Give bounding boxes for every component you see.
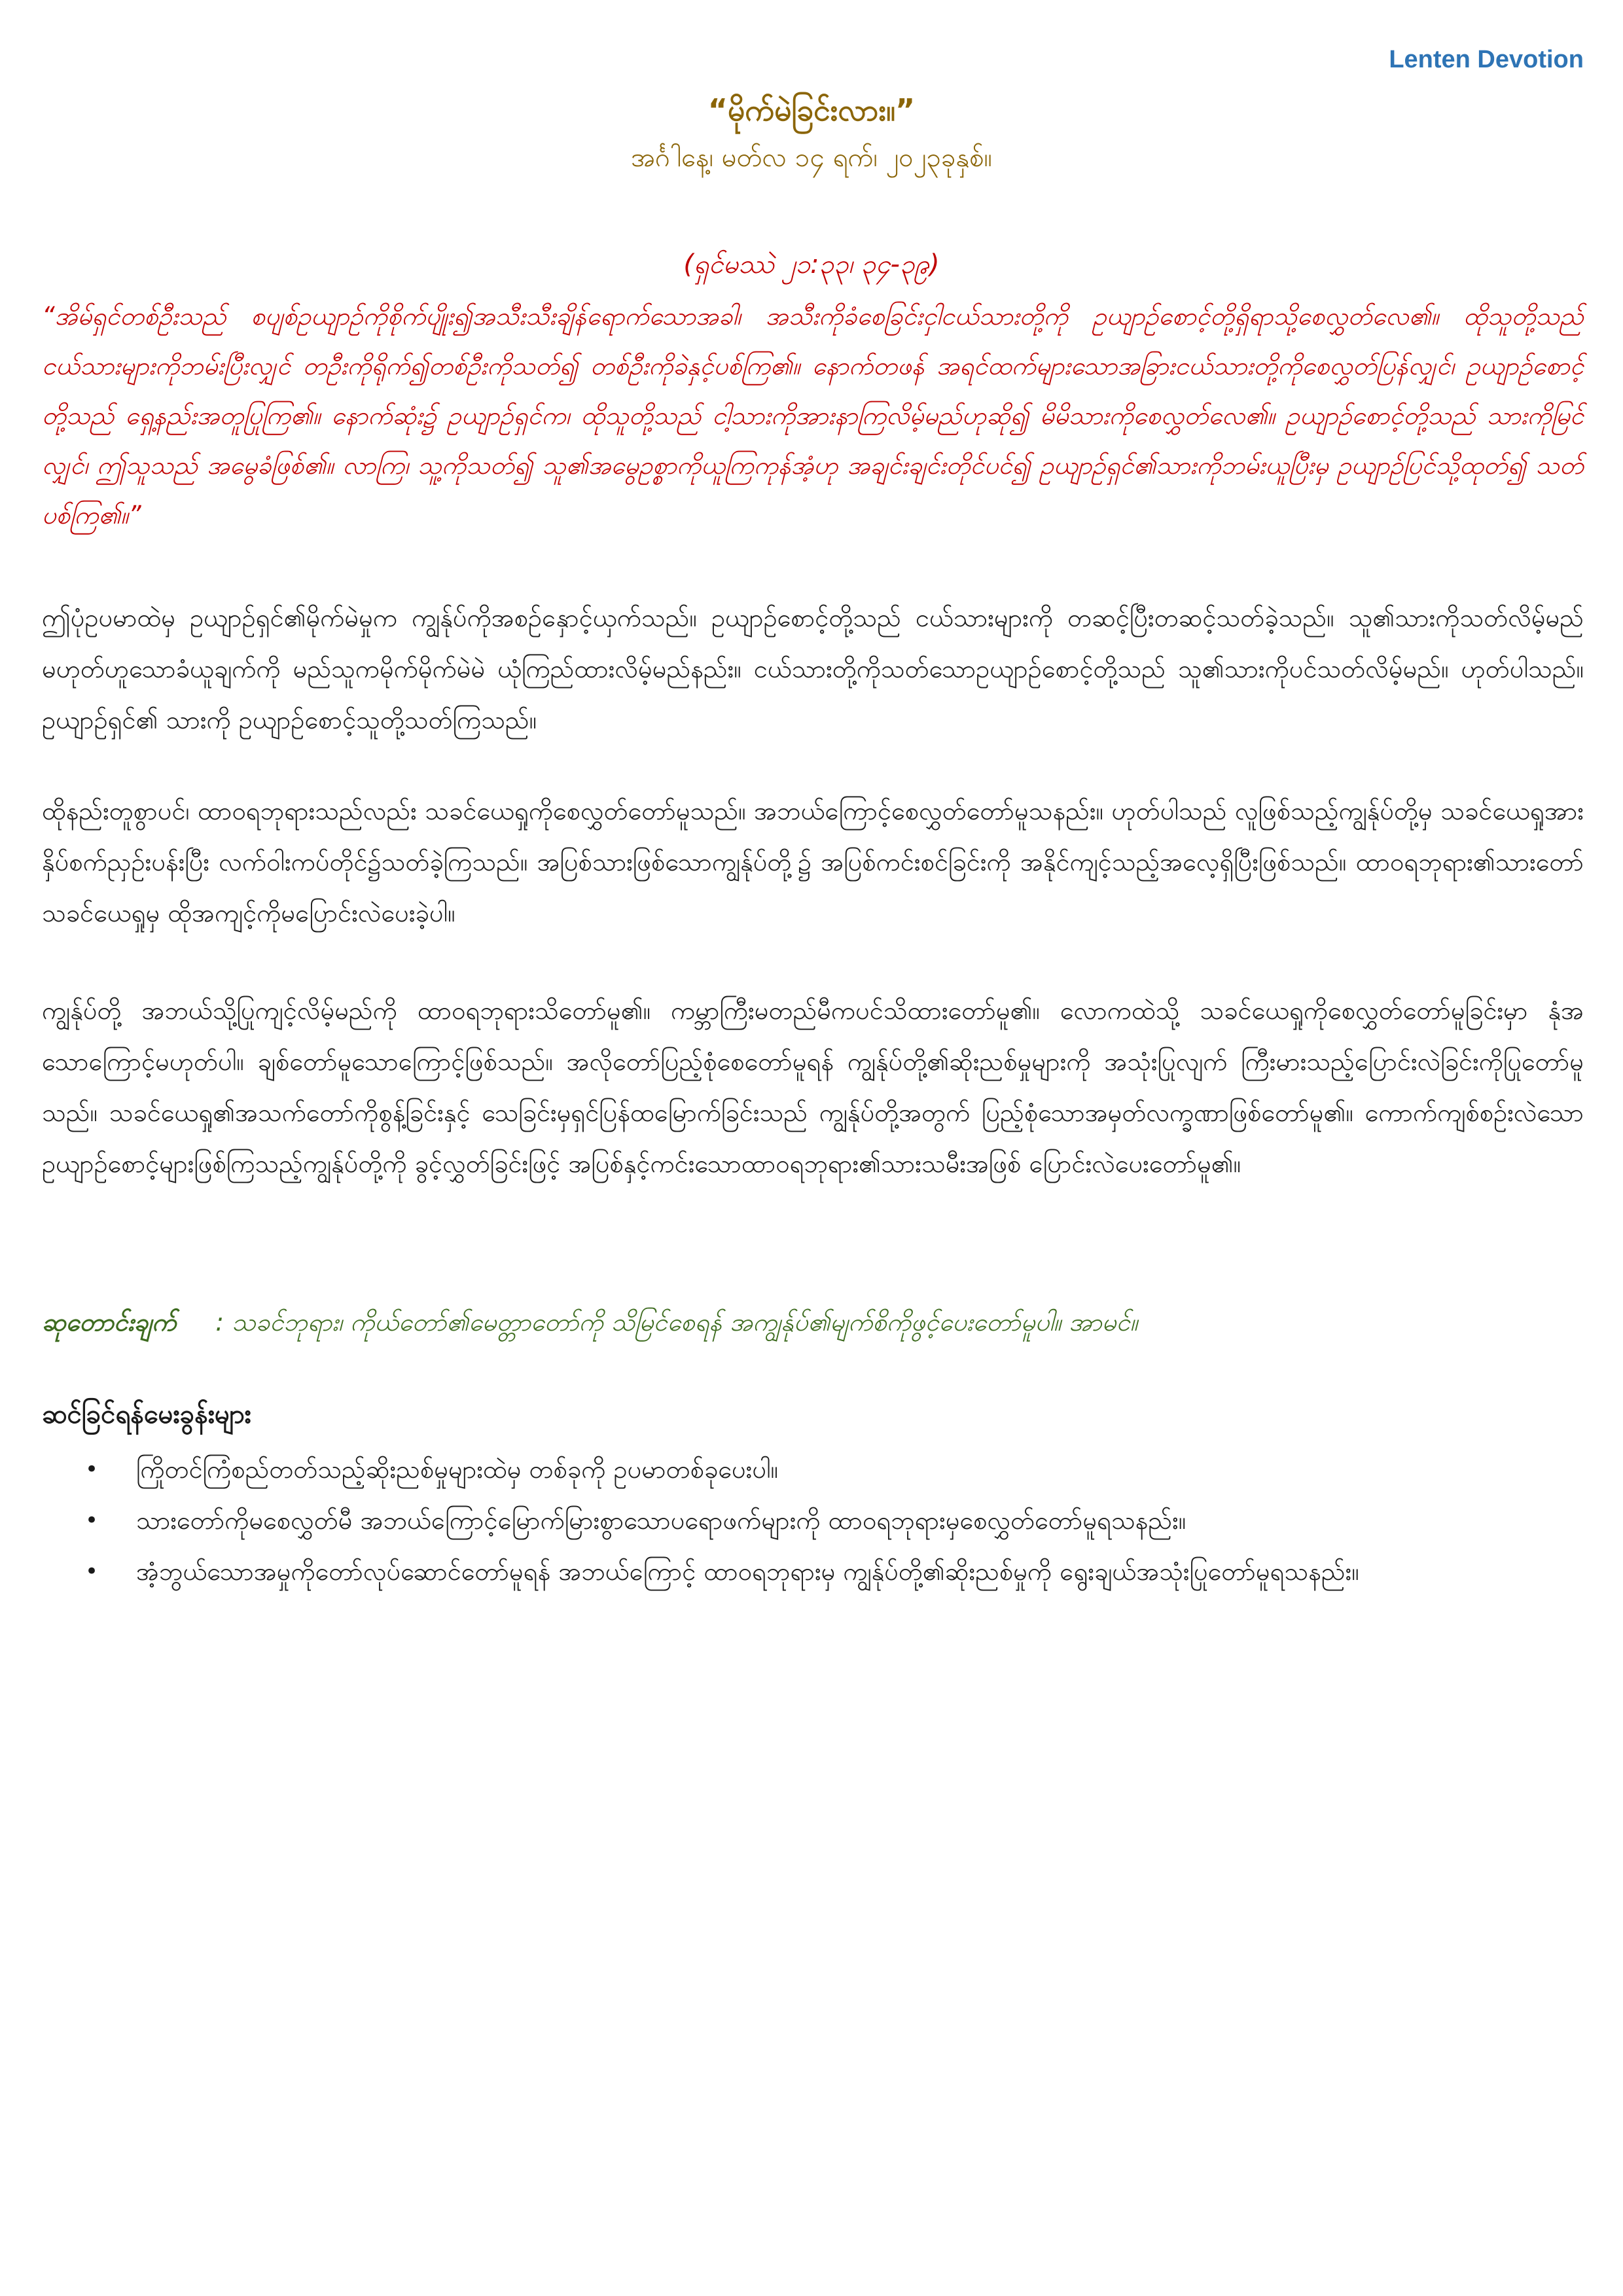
body-paragraph-1: ဤပုံဥပမာထဲမှ ဥယျာဉ်ရှင်၏မိုက်မဲမှုက ကျွန်ုပ်ကိုအစဉ်နှောင့်ယှက်သည်။ ဥယျာဉ်စောင့်တို့သည် ငယ်သားများကို တဆင့်ပြီးတဆင့်သတ်ခဲ့သည်။ သူ၏သားကိုသတ်လိမ့်မည်မဟုတ်ဟူသောခံယူချက်ကို မည်သူကမိုက်မိုက်မဲမဲ ယုံကြည်ထားလိမ့်မည်နည်း။ ငယ်သားတို့ကိုသတ်သောဥယျာဉ်စောင့်တို့သည် သူ၏သားကိုပင်သတ်လိမ့်မည်။ ဟုတ်ပါသည်။ ဥယျာဉ်ရှင်၏ သားကို ဥယျာဉ်စောင့်သူတို့သတ်ကြသည်။ (42, 603, 1584, 734)
scripture-reference: (ရှင်မဿဲ ၂၁:၃၃၊ ၃၄-၃၉) (683, 249, 940, 279)
question-text: ကြိုတင်ကြံစည်တတ်သည့်ဆိုးညစ်မှုများထဲမှ တစ်ခုကို ဥပမာတစ်ခုပေးပါ။ (136, 1455, 779, 1484)
prayer-text: သခင်ဘုရား၊ ကိုယ်တော်၏မေတ္တာတော်ကို သိမြင်စေရန် အကျွန်ုပ်၏မျက်စိကိုဖွင့်ပေးတော်မူပါ။ အာမင်။ (232, 1308, 1138, 1336)
question-text: အံ့ဘွယ်သောအမှုကိုတော်လုပ်ဆောင်တော်မူရန် အဘယ်ကြောင့် ထာဝရဘုရားမှ ကျွန်ုပ်တို့၏ဆိုးညစ်မှုကို ရွေးချယ်အသုံးပြုတော်မူရသနည်း။ (136, 1557, 1359, 1586)
list-item (85, 1498, 1584, 1543)
prayer-label: ဆုတောင်းချက် (42, 1308, 177, 1336)
question-text: သားတော်ကိုမစေလွှတ်မီ အဘယ်ကြောင့်မြောက်မြားစွာသောပရောဖက်များကို ထာဝရဘုရားမှစေလွှတ်တော်မူရသနည်း။ (136, 1506, 1186, 1535)
bullet-icon: • (85, 1456, 99, 1482)
scripture-text: “အိမ်ရှင်တစ်ဦးသည် စပျစ်ဥယျာဉ်ကိုစိုက်ပျိုး၍အသီးသီးချိန်ရောက်သောအခါ၊ အသီးကိုခံစေခြင်းငှါငယ်သားတို့ကို ဥယျာဉ်စောင့်တို့ရှိရာသို့စေလွှတ်လေ၏။ ထိုသူတို့သည် ငယ်သားများကိုဘမ်းပြီးလျှင် တဦးကိုရိုက်၍တစ်ဦးကိုသတ်၍ တစ်ဦးကိုခဲနှင့်ပစ်ကြ၏။ နောက်တဖန် အရင်ထက်များသောအခြားငယ်သားတို့ကိုစေလွှတ်ပြန်လျှင်၊ ဥယျာဉ်စောင့်တို့သည် ရှေ့နည်းအတူပြုကြ၏။ နောက်ဆုံး၌ ဥယျာဉ်ရှင်က၊ ထိုသူတို့သည် ငါ့သားကိုအားနာကြလိမ့်မည်ဟုဆို၍ မိမိသားကိုစေလွှတ်လေ၏။ ဥယျာဉ်စောင့်တို့သည် သားကိုမြင်လျှင်၊ ဤသူသည် အမွေခံဖြစ်၏။ လာကြ၊ သူ့ကိုသတ်၍ သူ၏အမွေဥစ္စာကိုယူကြကုန်အံ့ဟု အချင်းချင်းတိုင်ပင်၍ ဥယျာဉ်ရှင်၏သားကိုဘမ်းယူပြီးမှ ဥယျာဉ်ပြင်သို့ထုတ်၍ သတ်ပစ်ကြ၏။” (42, 302, 1584, 529)
questions-list (85, 1446, 1584, 1600)
bullet-icon: • (85, 1558, 99, 1585)
date-line: အင်္ဂါနေ့၊ မတ်လ ၁၄ ရက်၊ ၂၀၂၃ခုနှစ်။ (631, 143, 992, 173)
list-item (85, 1446, 1584, 1492)
header-tag: Lenten Devotion (1389, 46, 1584, 73)
prayer-separator: : (215, 1308, 224, 1336)
body-paragraph-2: ထိုနည်းတူစွာပင်၊ ထာဝရဘုရားသည်လည်း သခင်ယေရှုကိုစေလွှတ်တော်မူသည်။ အဘယ်ကြောင့်စေလွှတ်တော်မူသနည်း။ ဟုတ်ပါသည် လူဖြစ်သည့်ကျွန်ုပ်တို့မှ သခင်ယေရှုအား နှိပ်စက်ညှဉ်းပန်းပြီး လက်ဝါးကပ်တိုင်၌သတ်ခဲ့ကြသည်။ အပြစ်သားဖြစ်သောကျွန်ုပ်တို့၌ အပြစ်ကင်းစင်ခြင်းကို အနိုင်ကျင့်သည့်အလေ့ရှိပြီးဖြစ်သည်။ ထာဝရဘုရား၏သားတော် သခင်ယေရှုမှ ထိုအကျင့်ကိုမပြောင်းလဲပေးခဲ့ပါ။ (42, 797, 1584, 927)
list-item (85, 1549, 1584, 1594)
body-paragraph-3: ကျွန်ုပ်တို့ အဘယ်သို့ပြုကျင့်လိမ့်မည်ကို ထာဝရဘုရားသိတော်မူ၏။ ကမ္ဘာကြီးမတည်မီကပင်သိထားတော်မူ၏။ လောကထဲသို့ သခင်ယေရှုကိုစေလွှတ်တော်မူခြင်းမှာ နုံအသောကြောင့်မဟုတ်ပါ။ ချစ်တော်မူသောကြောင့်ဖြစ်သည်။ အလိုတော်ပြည့်စုံစေတော်မူရန် ကျွန်ုပ်တို့၏ဆိုးညစ်မှုများကို အသုံးပြုလျက် ကြီးမားသည့်ပြောင်းလဲခြင်းကိုပြုတော်မူသည်။ သခင်ယေရှု၏အသက်တော်ကိုစွန့်ခြင်းနှင့် သေခြင်းမှရှင်ပြန်ထမြောက်ခြင်းသည် ကျွန်ုပ်တို့အတွက် ပြည့်စုံသောအမှတ်လက္ခဏာဖြစ်တော်မူ၏။ ကောက်ကျစ်စဉ်းလဲသောဥယျာဉ်စောင့်များဖြစ်ကြသည့်ကျွန်ုပ်တို့ကို ခွင့်လွှတ်ခြင်းဖြင့် အပြစ်နှင့်ကင်းသောထာဝရဘုရား၏သားသမီးအဖြစ် ပြောင်းလဲပေးတော်မူ၏။ (42, 996, 1584, 1178)
bullet-icon: • (85, 1507, 99, 1534)
page-title: “မိုက်မဲခြင်းလား။” (707, 92, 916, 128)
questions-heading: ဆင်ခြင်ရန်မေးခွန်းများ (42, 1399, 251, 1429)
prayer-section (42, 1299, 1584, 1345)
